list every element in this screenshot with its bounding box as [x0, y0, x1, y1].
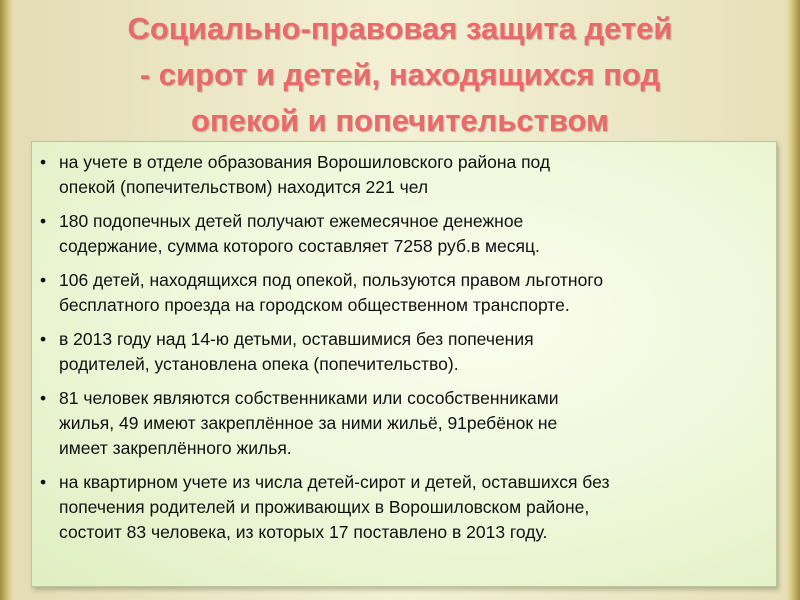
bullet-item [32, 150, 764, 200]
bullet-line: родителей, установлена опека (попечительство). [59, 354, 459, 374]
bullet-line: бесплатного проезда на городском общественном транспорте. [59, 295, 570, 315]
bullet-line: 81 человек являются собственниками или сособственниками [59, 388, 559, 408]
bullet-line: в 2013 году над 14-ю детьми, оставшимися без попечения [59, 329, 534, 349]
bullet-line: на учете в отделе образования Ворошиловского района под [59, 152, 551, 172]
bullet-line: жилья, 49 имеют закреплённое за ними жильё, 91ребёнок не [59, 413, 558, 433]
bullet-dot-icon: • [40, 211, 47, 231]
bullet-line: содержание, сумма которого составляет 7258 руб.в месяц. [59, 236, 540, 256]
content-box [31, 141, 777, 587]
bullet-dot-icon: • [40, 329, 47, 349]
bullet-dot-icon: • [40, 152, 47, 172]
bullet-dot-icon: • [40, 472, 47, 492]
bullet-item [32, 209, 764, 259]
title-line: опекой и попечительством [191, 103, 609, 138]
bullet-line: 106 детей, находящихся под опекой, пользуются правом льготного [59, 270, 604, 290]
bullet-item [32, 327, 764, 377]
slide-title [18, 6, 782, 144]
frame-right-border [786, 0, 800, 600]
bullet-item [32, 386, 764, 461]
bullet-item [32, 470, 764, 545]
bullet-line: имеет закреплённого жилья. [59, 438, 292, 458]
bullet-line: состоит 83 человека, из которых 17 поставлено в 2013 году. [59, 522, 548, 542]
bullet-list [32, 142, 776, 545]
bullet-line: 180 подопечных детей получают ежемесячное денежное [59, 211, 524, 231]
frame-left-border [0, 0, 14, 600]
bullet-line: опекой (попечительством) находится 221 чел [59, 177, 429, 197]
bullet-item [32, 268, 764, 318]
bullet-line: на квартирном учете из числа детей-сирот и детей, оставшихся без [59, 472, 610, 492]
bullet-dot-icon: • [40, 388, 47, 408]
title-line: - сирот и детей, находящихся под [139, 57, 661, 92]
bullet-dot-icon: • [40, 270, 47, 290]
title-line: Социально-правовая защита детей [127, 11, 673, 46]
bullet-line: попечения родителей и проживающих в Ворошиловском районе, [59, 497, 590, 517]
